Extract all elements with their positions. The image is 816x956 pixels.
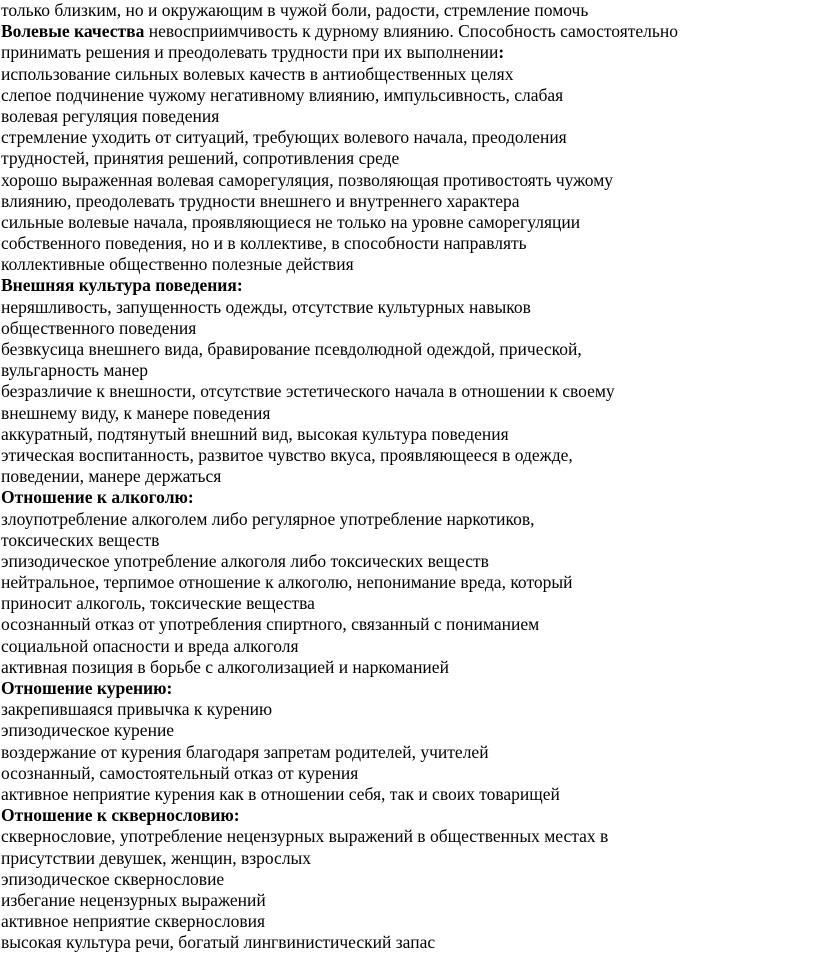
line-text: активная позиция в борьбе с алкоголизацией и наркоманией [1,656,449,677]
line-text: стремление уходить от ситуаций, требующих волевого начала, преодоления [1,127,567,148]
line-text: эпизодическое курение [1,720,175,741]
text-line [1,170,816,191]
text-line [1,530,816,551]
line-text: аккуратный, подтянутый внешний вид, высокая культура поведения [1,423,509,444]
text-line [1,593,816,614]
line-text: эпизодическое сквернословие [1,868,225,889]
line-text: безвкусица внешнего вида, бравирование псевдолюдной одеждой, прической, [1,339,582,359]
line-text: невосприимчивость к дурному влиянию. Способность самостоятельно [144,21,678,42]
text-line [1,826,816,847]
line-text: безразличие к внешности, отсутствие эстетического начала в отношении к своему [1,381,615,402]
line-text: закрепившаяся привычка к курению [1,699,273,720]
text-line [1,148,816,169]
line-text: влиянию, преодолевать трудности внешнего и внутреннего характера [1,190,520,211]
line-text: вульгарность манер [1,360,148,381]
text-line [1,191,816,212]
line-text: нейтральное, терпимое отношение к алкоголю, непонимание вреда, который [1,572,573,593]
text-line [1,254,816,275]
line-text: волевая регуляция поведения [1,105,220,126]
text-line [1,551,816,572]
text-line [1,212,816,233]
line-text: неряшливость, запущенность одежды, отсутствие культурных навыков [1,296,531,317]
text-line [1,42,816,63]
text-line [1,869,816,890]
section-heading [1,487,816,508]
text-line [1,911,816,932]
line-text: высокая культура речи, богатый лингвинистический запас [1,932,436,953]
line-text: воздержание от курения благодаря запретам родителей, учителей [1,741,489,762]
text-line [1,699,816,720]
text-line [1,127,816,148]
text-line [1,318,816,339]
text-line [1,339,816,360]
text-line [1,932,816,953]
line-text: слепое подчинение чужому негативному влиянию, импульсивность, слабая [1,84,564,105]
text-line [1,890,816,911]
text-line [1,424,816,445]
line-text: трудностей, принятия решений, сопротивления среде [1,148,400,169]
text-line [1,636,816,657]
text-line [1,360,816,381]
line-text: социальной опасности и вреда алкоголя [1,635,299,656]
line-text: осознанный, самостоятельный отказ от курения [1,762,359,783]
bold-label: Отношение курению: [1,678,173,698]
line-text: хорошо выраженная волевая саморегуляция, позволяющая противостоять чужому [1,169,614,190]
text-line [1,0,816,21]
bold-punctuation: : [498,42,505,63]
bold-label: Волевые качества [1,21,145,42]
section-heading [1,805,816,826]
text-line [1,85,816,106]
line-text: приносит алкоголь, токсические вещества [1,593,315,614]
text-line [1,21,816,42]
line-text: активное неприятие курения как в отношении себя, так и своих товарищей [1,783,560,804]
text-line [1,614,816,635]
line-text: принимать решения и преодолевать трудности при их выполнении [1,42,499,63]
line-text: присутствии девушек, женщин, взрослых [1,847,312,868]
line-text: сильные волевые начала, проявляющиеся не только на уровне саморегуляции [1,211,581,232]
line-text: собственного поведения, но и в коллективе, в способности направлять [1,233,527,254]
text-line [1,572,816,593]
text-line [1,720,816,741]
text-line [1,445,816,466]
bold-label: Отношение к алкоголю: [1,487,194,508]
line-text: внешнему виду, к манере поведения [1,402,271,423]
text-line [1,233,816,254]
line-text: поведении, манере держаться [1,466,222,487]
section-heading [1,275,816,296]
text-line [1,763,816,784]
line-text: злоупотребление алкоголем либо регулярное употребление наркотиков, [1,508,535,529]
text-line [1,509,816,530]
line-text: избегание нецензурных выражений [1,889,266,910]
line-text: активное неприятие сквернословия [1,911,266,932]
text-line [1,742,816,763]
text-line [1,657,816,678]
line-text: сквернословие, употребление нецензурных выражений в общественных местах в [1,826,609,847]
line-text: токсических веществ [1,529,160,550]
section-heading [1,678,816,699]
line-text: только близким, но и окружающим в чужой боли, радости, стремление помочь [1,0,589,20]
line-text: использование сильных волевых качеств в антиобщественных целях [1,63,514,84]
line-text: общественного поведения [1,317,197,338]
line-text: осознанный отказ от употребления спиртного, связанный с пониманием [1,614,540,635]
text-line [1,64,816,85]
line-text: коллективные общественно полезные действия [1,254,354,275]
text-line [1,784,816,805]
text-line [1,403,816,424]
text-line [1,466,816,487]
text-line [1,106,816,127]
text-line [1,381,816,402]
text-line [1,848,816,869]
bold-label: Внешняя культура поведения: [1,275,243,296]
text-line [1,297,816,318]
bold-label: Отношение к сквернословию: [1,805,240,826]
line-text: эпизодическое употребление алкоголя либо токсических веществ [1,550,489,571]
line-text: этическая воспитанность, развитое чувство вкуса, проявляющееся в одежде, [1,444,573,465]
